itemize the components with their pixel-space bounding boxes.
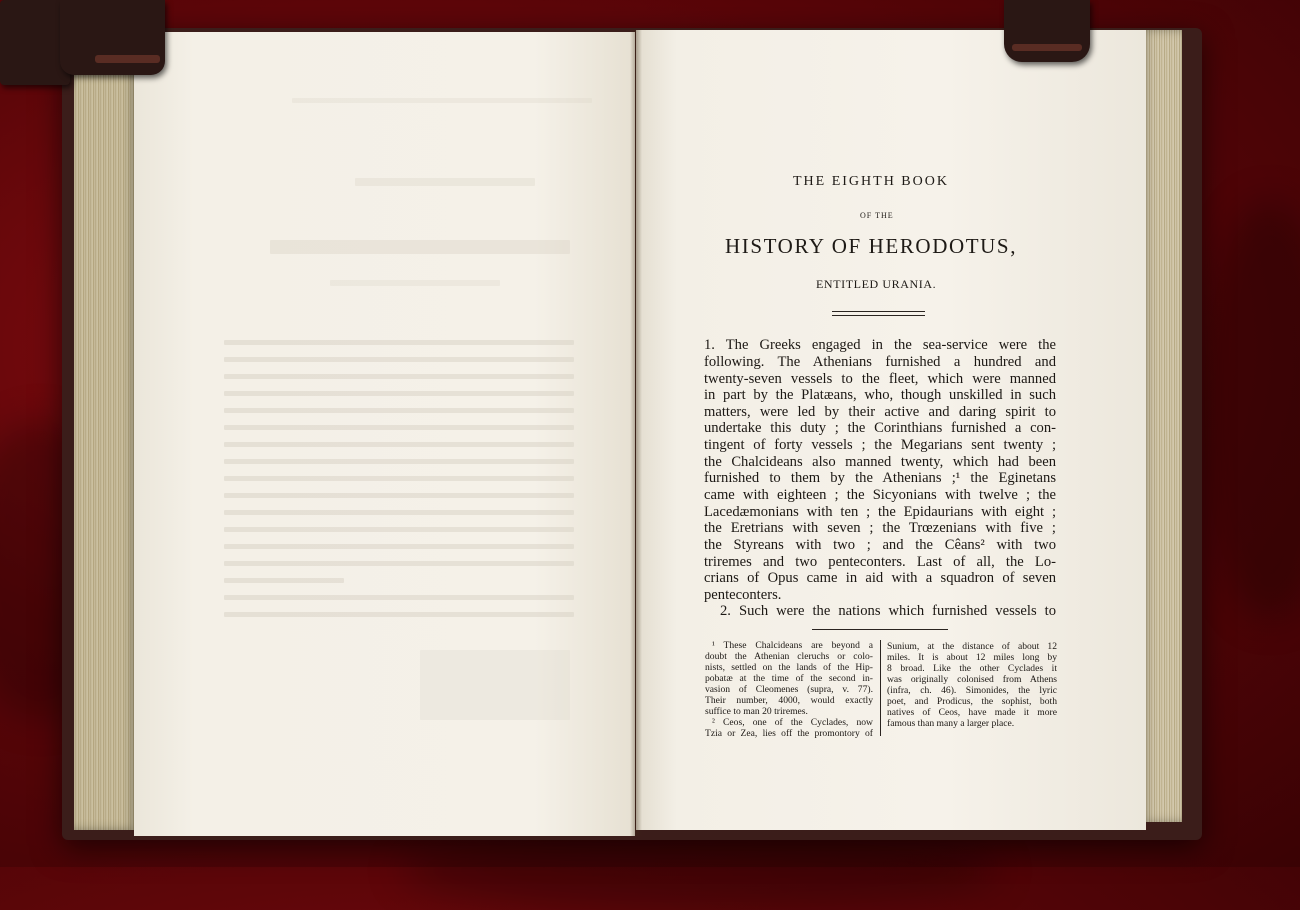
footnote-line: Their number, 4000, would exactly [705,695,873,706]
footnote-line: natives of Ceos, have made it more [887,707,1057,718]
body-line: 1. The Greeks engaged in the sea-service were the [704,337,1056,353]
fabric-fold [1200,200,1300,620]
footnote-line: pobatæ at the time of the second in- [705,673,873,684]
page-edges-left [74,40,138,830]
footnote-line: 8 broad. Like the other Cyclades it [887,663,1057,674]
body-line: the Styreans with two ; and the Cêans² with two [704,537,1056,553]
book-subtitle: ENTITLED URANIA. [816,277,937,291]
book-heading: THE EIGHTH BOOK [793,174,949,189]
fabric-fold [400,830,1000,910]
title-rule-top [832,311,925,312]
body-line: the Chalcideans also manned twenty, which had been [704,454,1056,470]
footnote-line: suffice to man 20 triremes. [705,706,808,717]
title-rule-bottom [832,315,925,316]
body-line: matters, were led by their active and daring spirit to [704,404,1056,420]
footnote-line: poet, and Prodicus, the sophist, both [887,696,1057,707]
footnote-line: miles. It is about 12 miles long by [887,652,1057,663]
footnote-column-divider [880,640,881,736]
body-line: furnished to them by the Athenians ;¹ the Eginetans [704,470,1056,486]
body-line: came with eighteen ; the Sicyonians with twelve ; the [704,487,1056,503]
body-line: in part by the Platæans, who, though unskilled in such [704,387,1056,403]
footnote-rule [812,629,948,630]
body-line: tingent of forty vessels ; the Megarians sent twenty ; [704,437,1056,453]
body-line: undertake this duty ; the Corinthians furnished a con- [704,420,1056,436]
body-line: triremes and two penteconters. Last of all, the Lo- [704,554,1056,570]
body-line: the Eretrians with seven ; the Trœzenians with five ; [704,520,1056,536]
body-line: following. The Athenians furnished a hundred and [704,354,1056,370]
book-heading-of-the: OF THE [860,211,894,220]
body-line: 2. Such were the nations which furnished vessels to [720,603,1056,619]
footnote-line: famous than many a larger place. [887,718,1015,729]
footnote-line: ² Ceos, one of the Cyclades, now [712,717,873,728]
body-line: penteconters. [704,587,782,603]
book-title: HISTORY OF HERODOTUS, [725,234,1018,258]
footnote-line: Sunium, at the distance of about 12 [887,641,1057,652]
footnote-line: (infra, ch. 46). Simonides, the lyric [887,685,1057,696]
body-line: crians of Opus came in aid with a squadron of seven [704,570,1056,586]
footnote-line: doubt the Athenian cleruchs or colo- [705,651,873,662]
footnote-line: ¹ These Chalcideans are beyond a [712,640,873,651]
body-line: Lacedæmonians with ten ; the Epidaurians with eight ; [704,504,1056,520]
footnote-line: was originally colonised from Athens [887,674,1057,685]
footnote-line: vasion of Cleomenes (supra, v. 77). [705,684,873,695]
footnote-line: nists, settled on the lands of the Hip- [705,662,873,673]
body-line: twenty-seven vessels to the fleet, which were manned [704,371,1056,387]
footnote-line: Tzia or Zea, lies off the promontory of [705,728,873,739]
page-edges-right [1140,30,1182,822]
book-gutter [630,30,642,836]
